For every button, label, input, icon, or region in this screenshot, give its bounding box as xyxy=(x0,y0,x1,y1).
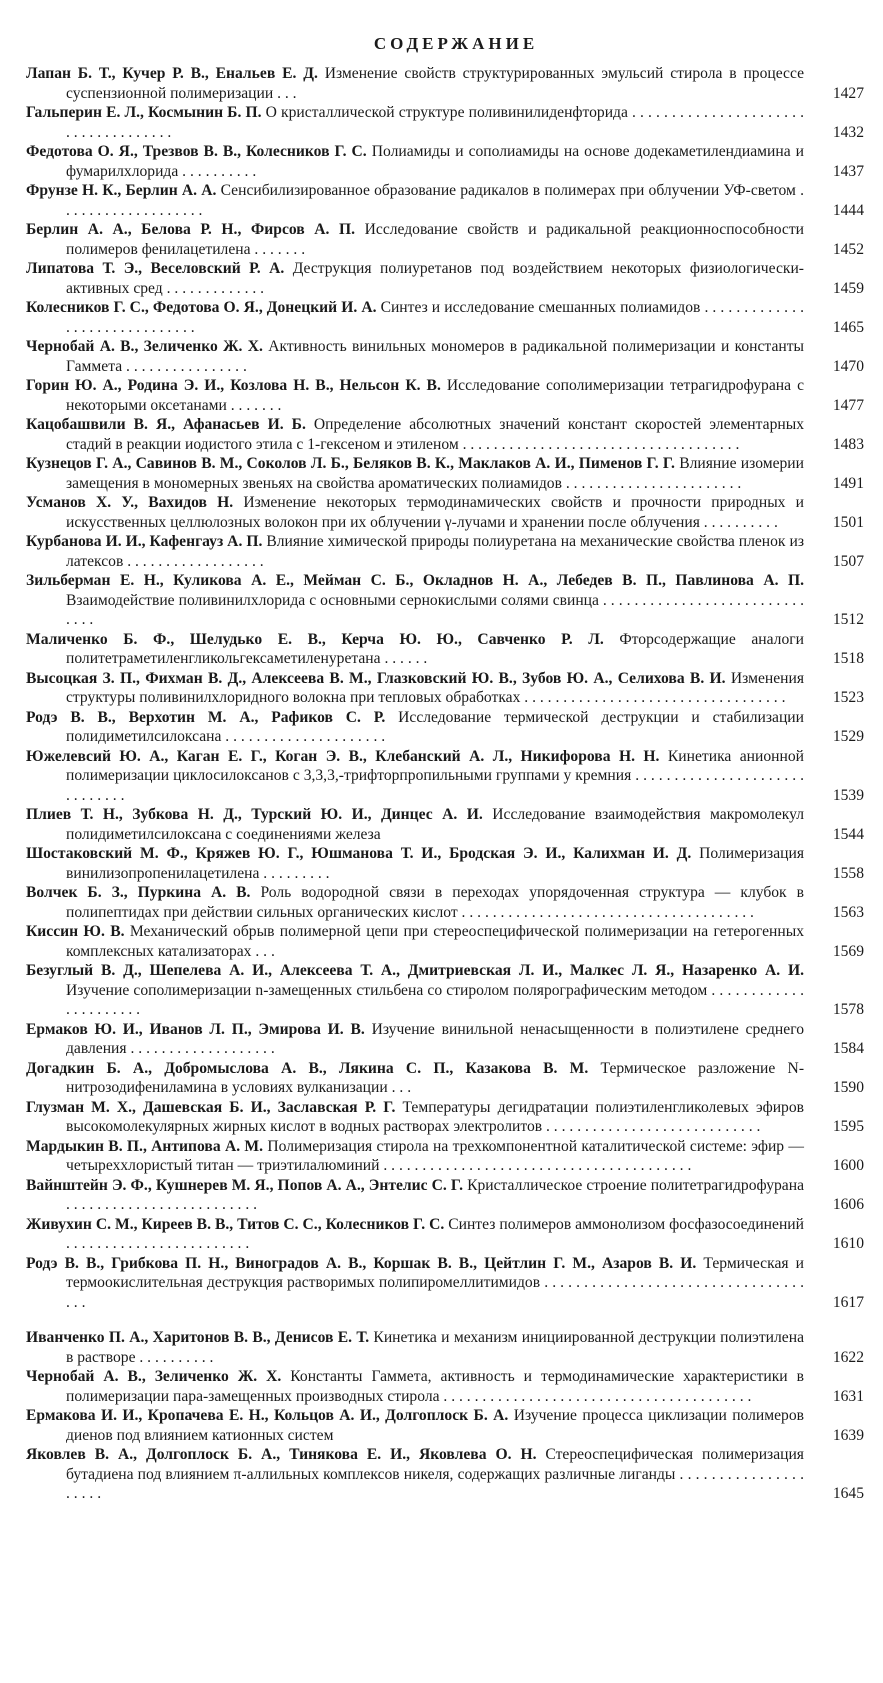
entry-page-number: 1477 xyxy=(832,396,864,414)
entry-page-number: 1432 xyxy=(832,123,864,141)
entry-page-number: 1622 xyxy=(832,1348,864,1366)
entry-title: Изучение сополимеризации n-замещенных стильбена со стиролом полярографическим методом . . . . . . . . . . . . . . . . . . . . . . xyxy=(66,981,804,1018)
list-item xyxy=(26,961,866,1020)
entry-title: Полимеризация стирола на трехкомпонентной каталитической системе: эфир — четыреххлористый титан — триэтилалюминий . . . . . . . . . . . . . . . . . . . . . . . . . . . . . . . . . . . . . . . . xyxy=(66,1137,805,1174)
list-item xyxy=(26,1367,866,1406)
entry-title: Исследование взаимодействия макромолекул полидиметилсилоксана с соединениями железа xyxy=(66,806,804,843)
entry-authors: Высоцкая З. П., Фихман В. Д., Алексеева В. М., Глазковский Ю. В., Зубов Ю. А., Селихова В. И. xyxy=(26,669,726,687)
list-item xyxy=(26,415,866,454)
entry-authors: Зильберман Е. Н., Куликова А. Е., Мейман С. Б., Окладнов Н. А., Лебедев В. П., Павлинова А. П. xyxy=(26,572,804,589)
list-item xyxy=(26,532,866,571)
list-item xyxy=(26,1328,866,1367)
entry-page-number: 1606 xyxy=(832,1196,864,1213)
entry-authors: Горин Ю. А., Родина Э. И., Козлова Н. В., Нельсон К. В. xyxy=(26,377,441,394)
list-item xyxy=(26,1254,866,1313)
entry-title: Фторсодержащие аналоги политетраметиленгликольгексаметиленуретана . . . . . . xyxy=(66,630,804,667)
entry-title: Сенсибилизированное образование радикалов в полимерах при облучении УФ-светом . . . . . . . . . . . . . . . . . . . xyxy=(66,182,804,219)
entry-authors: Мардыкин В. П., Антипова А. М. xyxy=(26,1137,264,1155)
list-item xyxy=(26,259,866,298)
entry-authors: Безуглый В. Д., Шепелева А. И., Алексеева Т. А., Дмитриевская Л. И., Малкес Л. Я., Назаренко А. И. xyxy=(26,962,804,979)
list-item xyxy=(26,708,866,747)
entry-title: Температуры дегидратации полиэтиленгликолевых эфиров высокомолекулярных жирных кислот в водных растворах электролитов . . . . . . . . . . . . . . . . . . . . . . . . . . . . xyxy=(66,1098,804,1135)
list-item xyxy=(26,669,866,708)
list-item xyxy=(26,1137,866,1176)
list-item xyxy=(26,298,866,337)
entry-page-number: 1645 xyxy=(832,1485,864,1502)
entry-title: Влияние изомерии замещения в мономерных звеньях на свойства ароматических полиамидов . . . . . . . . . . . . . . . . . . . . . . . xyxy=(66,455,804,492)
entry-authors: Догадкин Б. А., Добромыслова А. В., Лякина С. П., Казакова В. М. xyxy=(26,1059,589,1077)
entry-title: Синтез полимеров аммонолизом фосфазосоединений . . . . . . . . . . . . . . . . . . . . . . . . xyxy=(66,1215,804,1252)
entry-title: Синтез и исследование смешанных полиамидов . . . . . . . . . . . . . . . . . . . . . . . . . . . . . . xyxy=(66,299,804,336)
entry-page-number: 1470 xyxy=(832,357,864,375)
entry-authors: Родэ В. В., Грибкова П. Н., Виноградов А. В., Коршак В. В., Цейтлин Г. М., Азаров В. И. xyxy=(26,1254,697,1272)
entry-page-number: 1483 xyxy=(832,435,864,453)
entry-authors: Киссин Ю. В. xyxy=(26,923,125,940)
entry-title: Изучение винильной ненасыщенности в полиэтилене среднего давления . . . . . . . . . . . . . . . . . . . xyxy=(66,1020,804,1057)
entry-page-number: 1444 xyxy=(832,201,864,219)
list-item xyxy=(26,630,866,669)
entry-title: Полиамиды и сополиамиды на основе додекаметилендиамина и фумарилхлорида . . . . . . . . . . xyxy=(66,143,805,180)
list-item xyxy=(26,376,866,415)
entry-authors: Кацобашвили В. Я., Афанасьев И. Б. xyxy=(26,416,306,433)
entry-authors: Кузнецов Г. А., Савинов В. М., Соколов Л. Б., Беляков В. К., Маклаков А. И., Пименов Г. Г. xyxy=(26,455,675,472)
list-item xyxy=(26,454,866,493)
list-item xyxy=(26,337,866,376)
entry-authors: Родэ В. В., Верхотин М. А., Рафиков С. Р. xyxy=(26,708,386,726)
entry-title: Изменение свойств структурированных эмульсий стирола в процессе суспензионной полимеризации . . . xyxy=(66,65,804,102)
entry-page-number: 1539 xyxy=(832,786,864,804)
entry-page-number: 1578 xyxy=(832,1001,864,1018)
list-item xyxy=(26,1176,866,1215)
list-item xyxy=(26,883,866,922)
entry-page-number: 1465 xyxy=(832,318,864,336)
list-item xyxy=(26,181,866,220)
entry-authors: Ермакова И. И., Кропачева Е. Н., Кольцов А. И., Долгоплоск Б. А. xyxy=(26,1407,509,1424)
entry-authors: Лапан Б. Т., Кучер Р. В., Енальев Е. Д. xyxy=(26,65,318,82)
entry-title: Полимеризация винилизопропенилацетилена . . . . . . . . . xyxy=(66,845,804,882)
entry-title: Определение абсолютных значений констант скоростей элементарных стадий в реакции иодистого этила с 1-гексеном и этиленом . . . . . . . . . . . . . . . . . . . . . . . . . . . . . . . . . . . . xyxy=(66,416,804,453)
entry-page-number: 1437 xyxy=(832,162,864,180)
entry-title: Изменение некоторых термодинамических свойств и прочности природных и искусственных целлюлозных волокон при их облучении γ-лучами и хранении после облучения . . . . . . . . . . xyxy=(66,494,805,531)
list-item xyxy=(26,1215,866,1254)
entry-page-number: 1617 xyxy=(832,1293,864,1311)
entry-page-number: 1491 xyxy=(832,474,864,492)
entry-authors: Липатова Т. Э., Веселовский Р. А. xyxy=(26,260,285,277)
entry-title: Кинетика анионной полимеризации циклосилоксанов с 3,3,3,-трифторпропильными группами у кремния . . . . . . . . . . . . . . . . . . . . . . . . . . . . . . xyxy=(66,747,804,804)
entry-authors: Фрунзе Н. К., Берлин А. А. xyxy=(26,182,217,199)
entry-title: Взаимодействие поливинилхлорида с основными сернокислыми солями свинца . . . . . . . . . . . . . . . . . . . . . . . . . . . . . . xyxy=(66,591,804,628)
entry-page-number: 1610 xyxy=(832,1235,864,1252)
entry-title: О кристаллической структуре поливинилиденфторида . . . . . . . . . . . . . . . . . . . . . . . . . . . . . . . . . . . . xyxy=(66,104,804,141)
entry-title: Активность винильных мономеров в радикальной полимеризации и константы Гаммета . . . . . . . . . . . . . . . . xyxy=(66,338,804,375)
page-title: СОДЕРЖАНИЕ xyxy=(373,34,539,53)
entry-authors: Яковлев В. А., Долгоплоск Б. А., Тинякова Е. И., Яковлева О. Н. xyxy=(26,1446,537,1463)
entry-authors: Чернобай А. В., Зеличенко Ж. Х. xyxy=(26,338,263,355)
entry-page-number: 1584 xyxy=(832,1040,864,1057)
entry-page-number: 1523 xyxy=(832,689,864,706)
list-item xyxy=(26,747,866,806)
entry-authors: Берлин А. А., Белова Р. Н., Фирсов А. П. xyxy=(26,221,356,238)
entry-authors: Живухин С. М., Киреев В. В., Титов С. С., Колесников Г. С. xyxy=(26,1215,445,1233)
entry-authors: Южелевсий Ю. А., Каган Е. Г., Коган Э. В., Клебанский А. Л., Никифорова Н. Н. xyxy=(26,747,660,765)
entry-page-number: 1518 xyxy=(832,650,864,667)
entry-page-number: 1459 xyxy=(832,279,864,297)
entry-page-number: 1512 xyxy=(832,611,864,628)
entry-page-number: 1639 xyxy=(832,1426,864,1444)
list-item xyxy=(26,1098,866,1137)
list-item xyxy=(26,571,866,630)
entry-title: Исследование сополимеризации тетрагидрофурана с некоторыми оксетанами . . . . . . . xyxy=(66,377,805,414)
entry-title: Исследование свойств и радикальной реакционноспособности полимеров фенилацетилена . . . . . . . xyxy=(66,221,804,258)
entry-page-number: 1529 xyxy=(832,728,864,745)
contents-list xyxy=(26,64,866,1504)
entry-authors: Курбанова И. И., Кафенгауз А. П. xyxy=(26,533,263,550)
entry-title: Исследование термической деструкции и стабилизации полидиметилсилоксана . . . . . . . . . . . . . . . . . . . . . xyxy=(66,708,804,745)
entry-title: Константы Гаммета, активность и термодинамические характеристики в полимеризации пара-замещенных производных стирола . . . . . . . . . . . . . . . . . . . . . . . . . . . . . . . . . . . . . . . . xyxy=(66,1368,804,1405)
entry-title: Роль водородной связи в переходах упорядоченная структура — клубок в полипептидах при действии сильных органических кислот . . . . . . . . . . . . . . . . . . . . . . . . . . . . . . . . . . . . . . xyxy=(66,884,804,921)
entry-page-number: 1563 xyxy=(832,903,864,921)
entry-page-number: 1558 xyxy=(832,864,864,882)
entry-authors: Федотова О. Я., Трезвов В. В., Колесников Г. С. xyxy=(26,143,367,160)
entry-title: Деструкция полиуретанов под воздействием некоторых физиологически-активных сред . . . . . . . . . . . . . xyxy=(66,260,804,297)
entry-authors: Гальперин Е. Л., Космынин Б. П. xyxy=(26,104,262,121)
list-item xyxy=(26,1445,866,1504)
list-item xyxy=(26,805,866,844)
list-item xyxy=(26,142,866,181)
entry-title: Кинетика и механизм инициированной деструкции полиэтилена в растворе . . . . . . . . . . xyxy=(66,1329,804,1366)
entry-page-number: 1600 xyxy=(832,1157,864,1174)
list-item xyxy=(26,1059,866,1098)
entry-authors: Волчек Б. З., Пуркина А. В. xyxy=(26,884,251,901)
entry-page-number: 1631 xyxy=(832,1387,864,1405)
entry-title: Термическая и термоокислительная деструкция растворимых полипиромеллитимидов . . . . . . . . . . . . . . . . . . . . . . . . . . . . . . . . . . . . xyxy=(66,1254,804,1311)
entry-page-number: 1507 xyxy=(832,552,864,570)
entry-authors: Ермаков Ю. И., Иванов Л. П., Эмирова И. В. xyxy=(26,1020,365,1038)
list-item xyxy=(26,1020,866,1059)
entry-page-number: 1544 xyxy=(832,825,864,843)
list-item xyxy=(26,493,866,532)
entry-authors: Усманов Х. У., Вахидов Н. xyxy=(26,494,234,511)
entry-authors: Маличенко Б. Ф., Шелудько Е. В., Керча Ю. Ю., Савченко Р. Л. xyxy=(26,630,604,648)
list-item xyxy=(26,1406,866,1445)
entry-authors: Иванченко П. А., Харитонов В. В., Денисов Е. Т. xyxy=(26,1329,370,1346)
list-item xyxy=(26,844,866,883)
list-item xyxy=(26,220,866,259)
entry-authors: Глузман М. Х., Дашевская Б. И., Заславская Р. Г. xyxy=(26,1098,396,1116)
entry-title: Влияние химической природы полиуретана на механические свойства пленок из латексов . . . . . . . . . . . . . . . . . . xyxy=(66,533,804,570)
entry-authors: Плиев Т. Н., Зубкова Н. Д., Турский Ю. И., Динцес А. И. xyxy=(26,806,483,823)
list-item xyxy=(26,64,866,103)
entry-page-number: 1590 xyxy=(832,1079,864,1096)
entry-page-number: 1501 xyxy=(832,513,864,531)
entry-page-number: 1595 xyxy=(832,1118,864,1135)
entry-authors: Шостаковский М. Ф., Кряжев Ю. Г., Юшманова Т. И., Бродская Э. И., Калихман И. Д. xyxy=(26,845,692,862)
entry-title: Стереоспецифическая полимеризация бутадиена под влиянием π-аллильных комплексов никеля, содержащих различные лиганды . . . . . . . . . . . . . . . . . . . . . xyxy=(66,1446,804,1502)
entry-title: Изучение процесса циклизации полимеров диенов под влиянием катионных систем xyxy=(66,1407,805,1444)
entry-title: Изменения структуры поливинилхлоридного волокна при тепловых обработках . . . . . . . . . . . . . . . . . . . . . . . . . . . . . . . . . . xyxy=(66,669,804,706)
entry-authors: Чернобай А. В., Зеличенко Ж. Х. xyxy=(26,1368,282,1385)
list-item xyxy=(26,103,866,142)
table-of-contents xyxy=(26,34,866,1504)
list-item xyxy=(26,922,866,961)
entry-authors: Колесников Г. С., Федотова О. Я., Донецкий И. А. xyxy=(26,299,377,316)
entry-page-number: 1452 xyxy=(832,240,864,258)
entry-page-number: 1569 xyxy=(832,942,864,960)
entry-title: Механический обрыв полимерной цепи при стереоспецифической полимеризации на гетерогенных комплексных катализаторах . . . xyxy=(66,923,804,960)
entry-authors: Вайнштейн Э. Ф., Кушнерев М. Я., Попов А. А., Энтелис С. Г. xyxy=(26,1176,463,1194)
entry-page-number: 1427 xyxy=(832,84,864,102)
entry-title: Кристаллическое строение политетрагидрофурана . . . . . . . . . . . . . . . . . . . . . . . . . xyxy=(66,1176,804,1213)
entry-title: Термическое разложение N-нитрозодифениламина в условиях вулканизации . . . xyxy=(66,1059,805,1096)
